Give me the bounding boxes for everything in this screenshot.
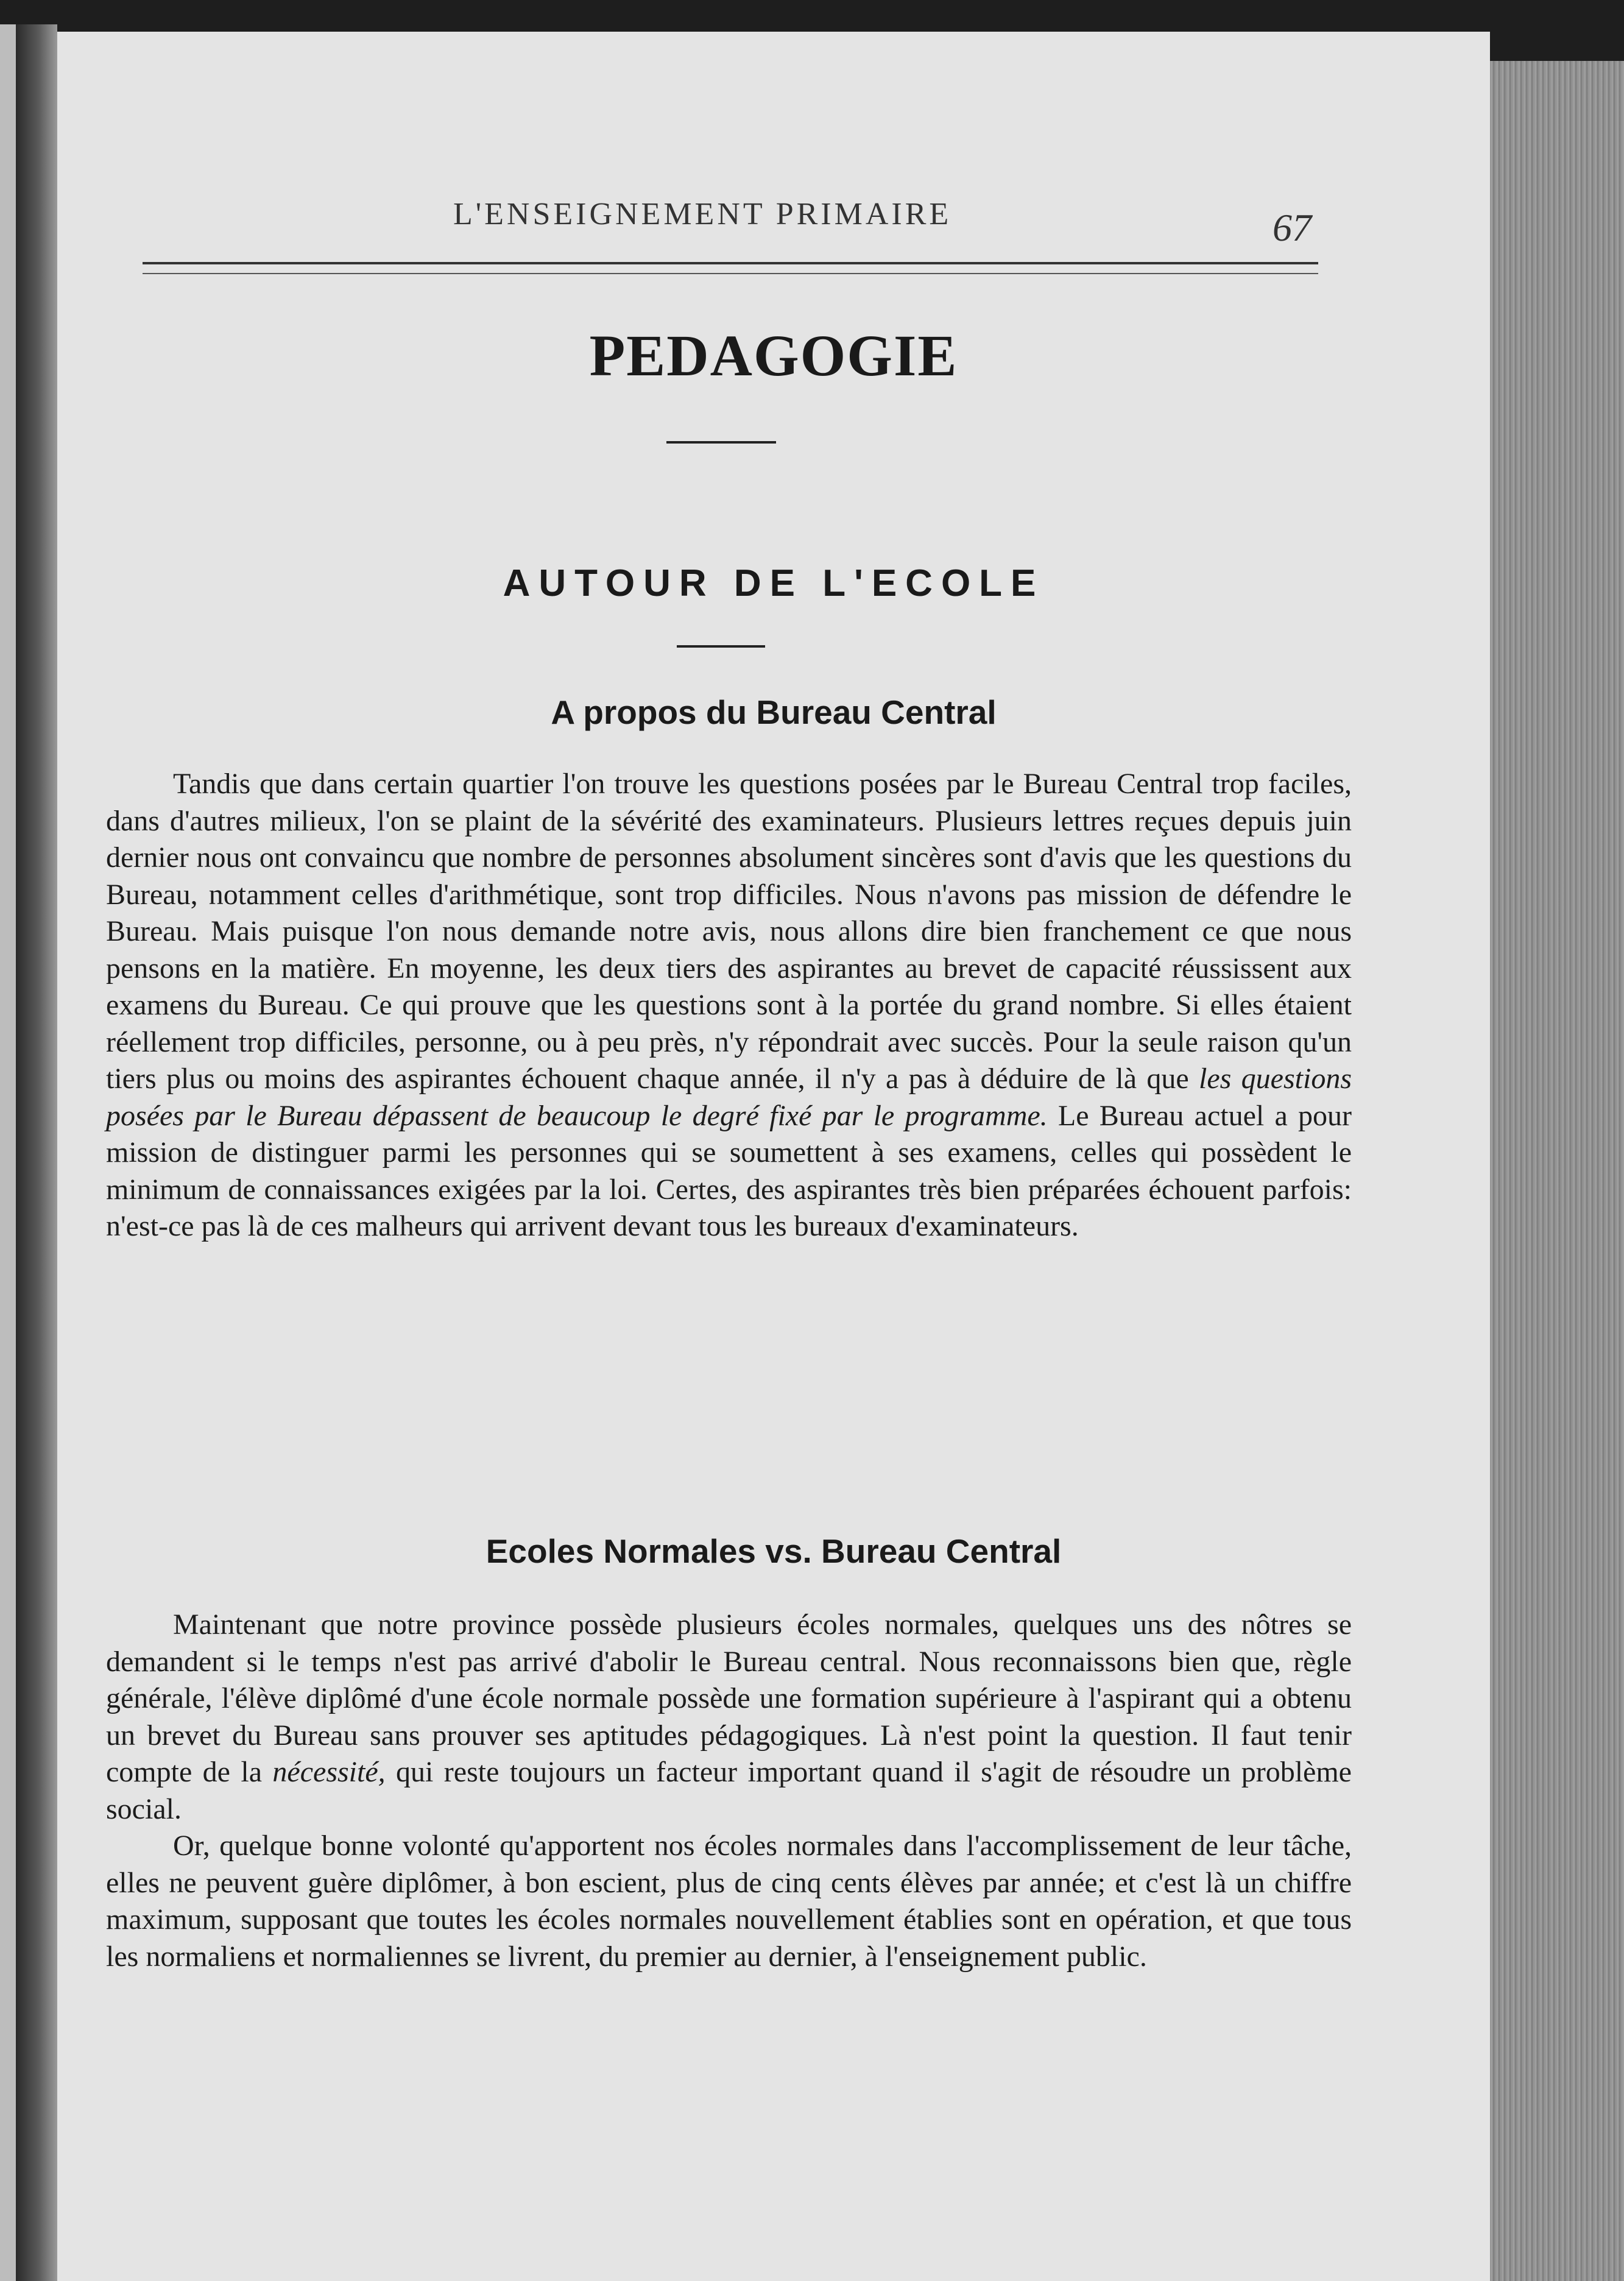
paragraph-text: Maintenant que notre province possède plusieurs écoles normales, quelques uns des nôtres se demandent si le temps n'est pas arrivé d'abolir le Bureau central. Nous reconnaissons bien que, règle générale, l'élève diplômé d'une école normale possède une formation supérieure à l'aspirant qui a obtenu un brevet du Bureau sans prouver ses aptitudes pédagogiques. Là n'est point la question. Il faut tenir compte de la [106, 1608, 1352, 1788]
binding-gutter-shadow [16, 24, 57, 2281]
book-page [57, 32, 1490, 2281]
paragraph [106, 766, 1352, 1245]
article-body [106, 766, 1352, 1245]
paragraph-text: Or, quelque bonne volonté qu'apportent nos écoles normales dans l'accomplissement de leur tâche, elles ne peuvent guère diplômer, à bon escient, plus de cinq cents élèves par année; et c'est là un chiffre maximum, supposant que toutes les écoles normales nouvellement établies sont en opération, et que tous les normaliens et normaliennes se livrent, du premier au dernier, à l'enseignement public. [106, 1830, 1352, 1973]
paragraph [106, 1607, 1352, 1828]
running-head: L'ENSEIGNEMENT PRIMAIRE [453, 197, 952, 232]
article-title: A propos du Bureau Central [551, 693, 997, 731]
facing-page-edge [0, 24, 16, 2281]
article-body [106, 1607, 1352, 1975]
article-title: Ecoles Normales vs. Bureau Central [485, 1532, 1062, 1570]
paragraph-text: qui reste toujours un facteur important quand il s'agit de résoudre un problème social. [106, 1756, 1352, 1825]
header-rule-thin [143, 273, 1318, 274]
ornamental-rule [677, 645, 765, 648]
header-rule-thick [143, 262, 1318, 264]
paragraph-text: Le Bureau actuel a pour mission de distinguer parmi les personnes qui se soumettent à ses examens, celles qui possèdent le minimum de connaissances exigées par la loi. Certes, des aspirantes très bien préparées échouent parfois: n'est-ce pas là de ces malheurs qui arrivent devant tous les bureaux d'examinateurs. [106, 1099, 1352, 1242]
ornamental-rule [666, 441, 776, 444]
page-number: 67 [1273, 206, 1312, 249]
paragraph-text: Tandis que dans certain quartier l'on trouve les questions posées par le Bureau Central trop faciles, dans d'autres milieux, l'on se plaint de la sévérité des examinateurs. Plusieurs lettres reçues depuis juin dernier nous ont convaincu que nombre de personnes absolument sincères sont d'avis que les questions du Bureau, notamment celles d'arithmétique, sont trop difficiles. Nous n'avons pas mission de défendre le Bureau. Mais puisque l'on nous demande notre avis, nous allons dire bien franchement ce que nous pensons en la matière. En moyenne, les deux tiers des aspirantes au brevet de capacité réussissent aux examens du Bureau. Ce qui prouve que les questions sont à la portée du grand nombre. Si elles étaient réellement trop difficiles, personne, ou à peu près, n'y répondrait avec succès. Pour la seule raison qu'un tiers plus ou moins des aspirantes échouent chaque année, il n'y a pas à déduire de là que [106, 768, 1352, 1095]
emphasized-text: nécessité, [272, 1756, 386, 1788]
book-page-edges [1490, 61, 1624, 2281]
subsection-title: AUTOUR DE L'ECOLE [503, 562, 1045, 604]
paragraph [106, 1828, 1352, 1975]
emphasized-text: les questions posées par le Bureau dépassent de beaucoup le degré fixé par le programme. [106, 1063, 1352, 1132]
section-title: PEDAGOGIE [589, 323, 958, 388]
